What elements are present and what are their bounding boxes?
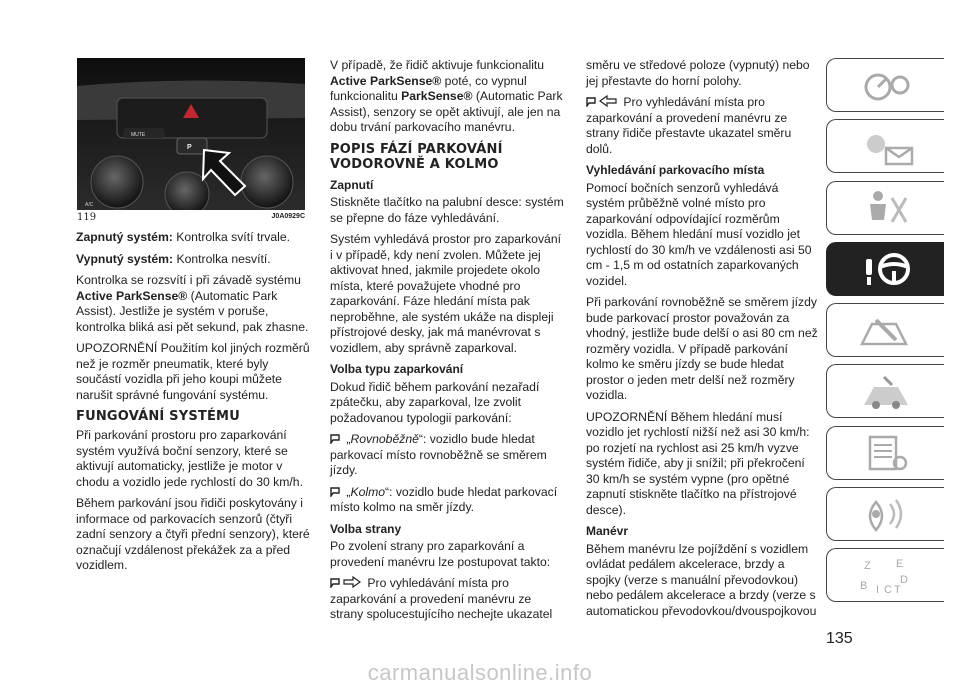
bold-term: Zapnutý systém: <box>76 230 173 244</box>
text: Kontrolka se rozsvítí i při závadě systému <box>76 273 301 287</box>
safety-tab-icon <box>856 188 916 228</box>
text: Kontrolka nesvítí. <box>173 251 271 266</box>
chapter-tabs <box>826 58 944 610</box>
figure-caption <box>77 212 305 224</box>
index-letter: D <box>899 574 908 587</box>
mute-button-label: MUTE <box>131 132 146 138</box>
steering-wheel-tab-icon <box>856 249 916 289</box>
figure-number: 119 <box>77 212 97 223</box>
specs-tab-icon <box>856 433 916 473</box>
tab-starting-driving[interactable] <box>826 242 944 296</box>
text: V případě, že řidič aktivuje funkcionalitu <box>330 58 545 72</box>
turn-right-arrow-icon <box>343 576 361 588</box>
index-letter: E <box>895 558 903 571</box>
tab-safety[interactable] <box>826 181 944 235</box>
bullet-icon <box>330 434 340 444</box>
paragraph <box>330 58 566 136</box>
paragraph: Dokud řidič během parkování nezařadí zpátečku, aby zaparkoval, lze zvolit požadovanou typologii parkování: <box>330 379 540 425</box>
bullet-icon <box>330 578 340 588</box>
multimedia-tab-icon <box>856 494 916 534</box>
italic-term: Rovnoběžně <box>350 432 419 446</box>
bullet-icon <box>586 97 596 107</box>
text: Kontrolka svítí trvale. <box>172 230 291 244</box>
maintenance-tab-icon <box>856 371 916 411</box>
text: „ <box>343 484 351 499</box>
paragraph: Stiskněte tlačítko na palubní desce: systém se přepne do fáze vyhledávání. <box>330 195 564 225</box>
paragraph: Během parkování jsou řidiči poskytovány i informace od parkovacích senzorů (čtyři zadní senzory a čtyři přední senzory), které označují vzdálenost překážek za a před vozidlem. <box>76 496 310 572</box>
paragraph: Systém vyhledává prostor pro zaparkování i v případě, kdy není zvolen. Můžete jej aktivovat hned, jakmile projedete okolo místa, které považujete vhodné pro zaparkování. Fáze hledání místa pak neproběhne, ale systém ukáže na displeji přístrojové desky, jak má manévrovat s vozidlem, aby správně zaparkoval. <box>330 232 561 355</box>
ac-button-label: A/C <box>85 202 94 208</box>
tab-breakdown[interactable] <box>826 303 944 357</box>
subheading: Manévr <box>586 524 629 538</box>
subheading: Vyhledávání parkovacího místa <box>586 163 765 177</box>
turn-left-arrow-icon <box>599 95 617 107</box>
bullet-paragraph <box>330 432 566 479</box>
lights-tab-icon <box>856 126 916 166</box>
warning-paragraph: UPOZORNĚNÍ Použitím kol jiných rozměrů než je rozměr pneumatik, které byly součástí vozidla při jeho koupi můžete narušit správné fungování systému. <box>76 341 310 402</box>
subheading: Zapnutí <box>330 177 374 192</box>
section-heading: FUNGOVÁNÍ SYSTÉMU <box>76 409 240 424</box>
tab-dashboard[interactable] <box>826 58 944 112</box>
index-letter: I <box>875 584 879 596</box>
paragraph <box>76 230 311 246</box>
bullet-paragraph <box>330 485 566 516</box>
subheading: Volba strany <box>330 521 402 536</box>
tab-maintenance[interactable] <box>826 364 944 418</box>
index-tab-icon <box>856 555 916 595</box>
bold-term: ParkSense® <box>401 89 473 103</box>
bullet-paragraph <box>330 576 566 623</box>
parksense-button-label: P <box>187 144 192 151</box>
text: (Automatic Park Assist). Jestliže je systém v poruše, kontrolka bliká asi pět sekund, pak zhasne. <box>76 288 309 334</box>
tab-lights[interactable] <box>826 119 944 173</box>
paragraph: Během manévru lze pojíždění s vozidlem ovládat pedálem akcelerace, brzdy a spojky (verze s manuální převodovkou) nebo pedálem akcelerace a brzdy (verze s automatickou převodovkou/dvouspojkovou <box>586 541 817 618</box>
text: „ <box>343 432 351 446</box>
paragraph: Při parkování prostoru pro zaparkování systém využívá boční senzory, které se aktivují automaticky, jestliže je motor v chodu a vozidlo jede rychlostí do 30 km/h. <box>76 428 303 489</box>
text: Pro vyhledávání místa pro zaparkování a provedení manévru ze strany spolucestujícího nechejte ukazatel <box>330 576 553 621</box>
bold-term: Active ParkSense® <box>330 73 442 88</box>
text: (Automatic Park Assist), senzory se opět aktivují, ale jen na dobu trvání parkovacího manévru. <box>330 89 563 134</box>
bullet-paragraph <box>586 95 818 157</box>
text: “: vozidlo bude hledat parkovací místo kolmo na směr jízdy. <box>330 484 558 514</box>
subheading: Volba typu zaparkování <box>330 362 464 376</box>
italic-term: Kolmo <box>350 484 385 499</box>
text: poté, co vypnul funkcionalitu <box>330 73 527 103</box>
text: Pro vyhledávání místa pro zaparkování a provedení manévru ze strany řidiče přestavte ukazatel směru dolů. <box>586 95 792 156</box>
index-letter: C <box>883 584 892 596</box>
bullet-icon <box>330 487 340 497</box>
tab-specs[interactable] <box>826 426 944 480</box>
dashboard-photo <box>77 58 305 210</box>
text: “: vozidlo bude hledat parkovací místo rovnoběžně se směrem jízdy. <box>330 432 547 477</box>
index-letter: T <box>893 584 901 596</box>
watermark: carmanualsonline.info <box>367 660 593 685</box>
tab-index[interactable] <box>826 548 944 602</box>
figure-code: J0A0929C <box>271 213 305 220</box>
bold-term: Active ParkSense® <box>76 288 188 303</box>
column-3 <box>586 58 818 625</box>
dashboard-tab-icon <box>856 65 916 105</box>
column-1 <box>76 230 311 580</box>
index-letter: Z <box>863 560 871 573</box>
paragraph: směru ve středové poloze (vypnutý) nebo jej přestavte do horní polohy. <box>586 58 810 88</box>
index-letter: B <box>859 580 867 593</box>
column-2 <box>330 58 566 629</box>
bold-term: Vypnutý systém: <box>76 251 174 266</box>
paragraph <box>76 273 311 335</box>
breakdown-tab-icon <box>856 310 916 350</box>
paragraph: Při parkování rovnoběžně se směrem jízdy bude parkovací prostor považován za vhodný, jestliže bude delší o asi 80 cm než rozměry vozidla. V případě parkování kolmo ke směru jízdy se bude hledat prostor o jeden metr delší než rozměry vozidla. <box>586 295 818 402</box>
paragraph <box>76 252 311 268</box>
tab-multimedia[interactable] <box>826 487 944 541</box>
section-heading: POPIS FÁZÍ PARKOVÁNÍ VODOROVNĚ A KOLMO <box>330 141 503 172</box>
page-number: 135 <box>826 630 853 647</box>
paragraph: Po zvolení strany pro zaparkování a provedení manévru lze postupovat takto: <box>330 539 551 569</box>
warning-paragraph: UPOZORNĚNÍ Během hledání musí vozidlo jet rychlostí nižší než asi 30 km/h: po rozjetí na rychlost asi 25 km/h vyzve systém řidiče, aby ji snížil; při překročení 30 km/h se systém vypne (pro opětné zapnutí stiskněte tlačítko na přístrojové desce). <box>586 409 810 517</box>
paragraph: Pomocí bočních senzorů vyhledává systém průběžně volné místo pro zaparkování odpovídající rozměrům vozidla. Během hledání musí vozidlo jet rychlostí do 30 km/h ve vzdálenosti asi 50 cm - 1,5 m od ostatních zaparkovaných vozidel. <box>586 180 812 288</box>
